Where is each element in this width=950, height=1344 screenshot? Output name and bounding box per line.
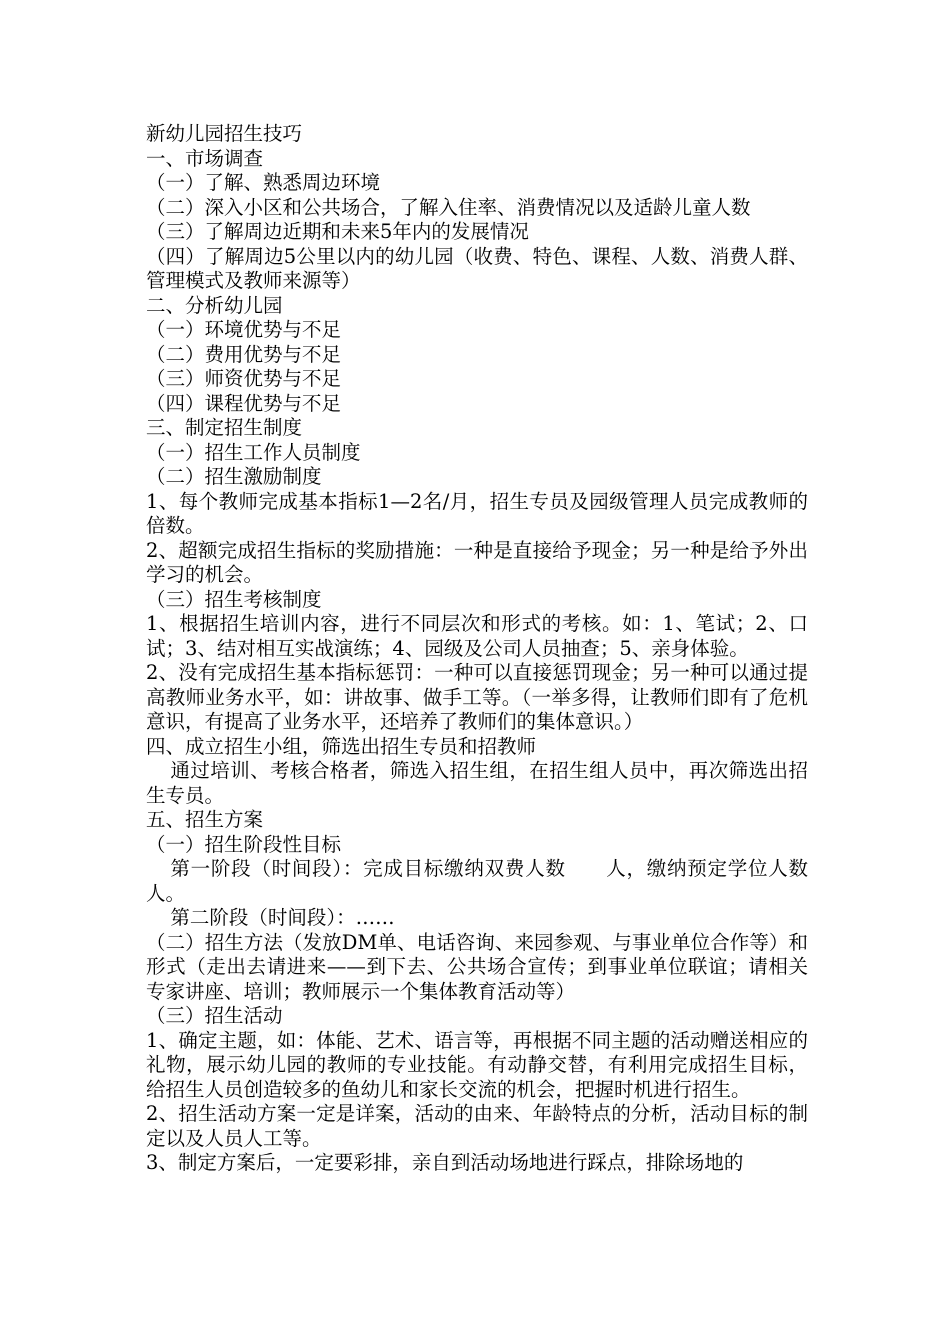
- section-heading: 五、招生方案: [146, 808, 264, 831]
- subsection-heading: （一）了解、熟悉周边环境: [146, 171, 381, 194]
- subsection-heading: （二）招生激励制度: [146, 465, 322, 488]
- subsection-heading: （三）招生活动: [146, 1004, 283, 1027]
- subsection-heading: （四）了解周边5公里以内的幼儿园（收费、特色、课程、人数、消费人群、管理模式及教师来源等）: [146, 244, 808, 292]
- body-paragraph: 1、每个教师完成基本指标1—2名/月，招生专员及园级管理人员完成教师的倍数。: [146, 489, 808, 537]
- subsection-heading: （三）招生考核制度: [146, 587, 322, 611]
- body-paragraph: 第一阶段（时间段）：完成目标缴纳双费人数 人，缴纳预定学位人数 人。: [146, 857, 848, 905]
- subsection-heading: （四）课程优势与不足: [146, 391, 342, 415]
- body-paragraph: 2、没有完成招生基本指标惩罚：一种可以直接惩罚现金；另一种可以通过提高教师业务水平，如：讲故事、做手工等。（一举多得，让教师们即有了危机意识，有提高了业务水平，还培养了教师们的集体意识。）: [146, 661, 808, 733]
- body-paragraph: 第二阶段（时间段）：……: [170, 906, 395, 929]
- body-paragraph: 2、超额完成招生指标的奖励措施：一种是直接给予现金；另一种是给予外出学习的机会。: [146, 538, 808, 586]
- section-heading: 四、成立招生小组，筛选出招生专员和招教师: [146, 734, 537, 758]
- body-paragraph: 通过培训、考核合格者，筛选入招生组，在招生组人员中，再次筛选出招生专员。: [146, 759, 808, 807]
- document-body: [146, 122, 848, 1176]
- section-heading: 三、制定招生制度: [146, 416, 303, 439]
- document-title: 新幼儿园招生技巧: [146, 122, 303, 145]
- body-paragraph: 1、根据招生培训内容，进行不同层次和形式的考核。如：1、笔试；2、口试；3、结对相互实战演练；4、园级及公司人员抽查；5、亲身体验。: [146, 612, 808, 660]
- body-paragraph: 1、确定主题，如：体能、艺术、语言等，再根据不同主题的活动赠送相应的礼物，展示幼儿园的教师的专业技能。有动静交替，有利用完成招生目标，给招生人员创造较多的鱼幼儿和家长交流的机会，把握时机进行招生。: [146, 1028, 808, 1101]
- body-paragraph: 3、制定方案后，一定要彩排，亲自到活动场地进行踩点，排除场地的: [146, 1151, 744, 1174]
- subsection-heading: （三）师资优势与不足: [146, 367, 342, 390]
- subsection-heading: （一）环境优势与不足: [146, 318, 342, 341]
- body-paragraph: 2、招生活动方案一定是详案，活动的由来、年龄特点的分析，活动目标的制定以及人员人工等。: [146, 1102, 808, 1150]
- subsection-heading: （二）深入小区和公共场合，了解入住率、消费情况以及适龄儿童人数: [146, 195, 751, 219]
- body-paragraph: （二）招生方法（发放DM单、电话咨询、来园参观、与事业单位合作等）和形式（走出去请进来——到下去、公共场合宣传；到事业单位联谊；请相关专家讲座、培训；教师展示一个集体教育活动等）: [146, 930, 808, 1003]
- subsection-heading: （三）了解周边近期和未来5年内的发展情况: [146, 220, 529, 243]
- subsection-heading: （二）费用优势与不足: [146, 342, 342, 366]
- section-heading: 二、分析幼儿园: [146, 293, 283, 317]
- section-heading: 一、市场调查: [146, 146, 264, 170]
- subsection-heading: （一）招生阶段性目标: [146, 832, 342, 856]
- subsection-heading: （一）招生工作人员制度: [146, 440, 361, 464]
